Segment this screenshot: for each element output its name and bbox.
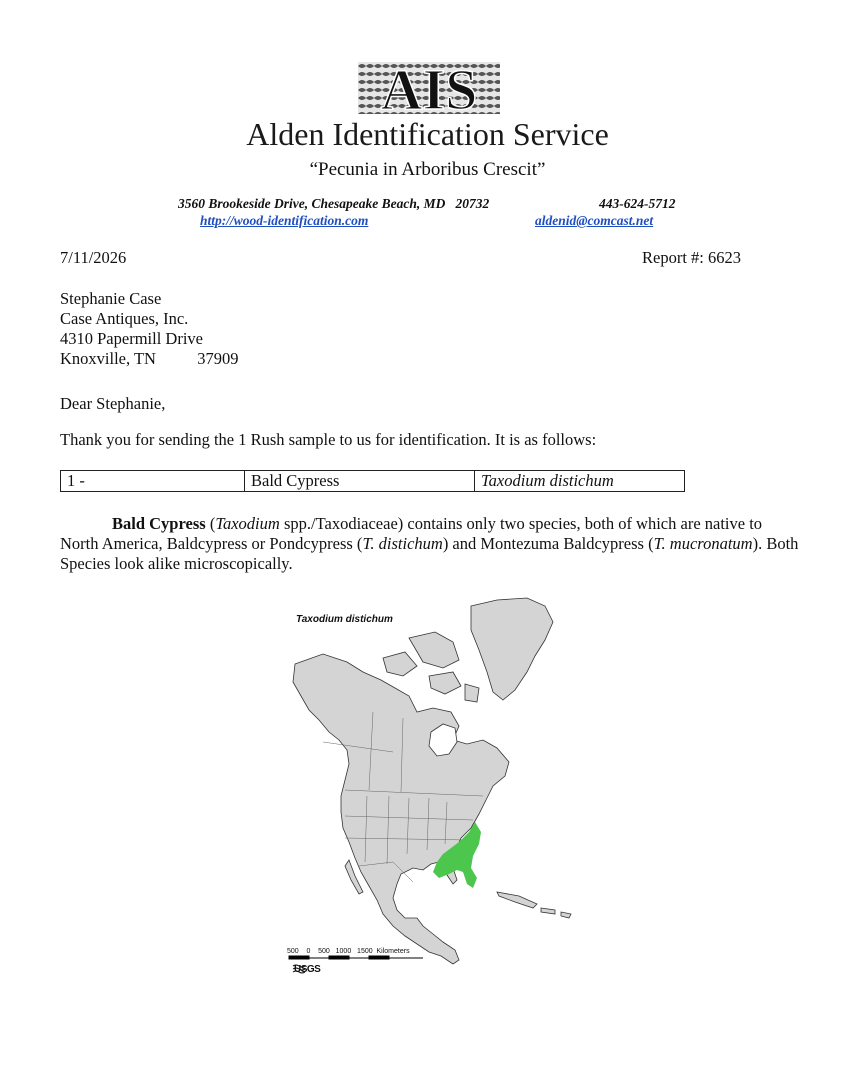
- table-row: [61, 471, 685, 492]
- recipient-street: 4310 Papermill Drive: [60, 329, 203, 348]
- greenland-shape: [471, 598, 553, 700]
- arctic-island-shape: [409, 632, 459, 668]
- desc-text: spp./Taxodiaceae) contains only two species, both of which are native to North America, Baldcypress or Pondcypress (: [60, 514, 763, 553]
- scale-bar-segment: [369, 956, 389, 959]
- desc-text: ) and Montezuma Baldcypress (: [442, 534, 654, 553]
- sample-common-name: Bald Cypress: [245, 471, 475, 492]
- recipient-address: [60, 289, 238, 369]
- usgs-label: USGS: [294, 964, 321, 975]
- sample-scientific-name: Taxodium distichum: [475, 471, 685, 492]
- ais-logo: [358, 62, 500, 114]
- letter-date: 7/11/2026: [60, 248, 127, 267]
- scale-bar-segment: [329, 956, 349, 959]
- caribbean-island-shape: [561, 912, 571, 918]
- report-number: Report #: 6623: [642, 248, 741, 267]
- sample-table: [60, 470, 685, 492]
- motto: “Pecunia in Arboribus Crescit”: [309, 159, 546, 180]
- recipient-company: Case Antiques, Inc.: [60, 309, 189, 328]
- desc-text: (: [205, 514, 216, 533]
- salutation: Dear Stephanie,: [60, 394, 166, 413]
- recipient-name: Stephanie Case: [60, 289, 162, 308]
- range-map: [283, 592, 583, 992]
- arctic-island-shape: [383, 652, 417, 676]
- cuba-shape: [497, 892, 537, 908]
- address: 3560 Brookeside Drive, Chesapeake Beach, MD 20732: [178, 196, 490, 211]
- email-link[interactable]: aldenid@comcast.net: [535, 213, 654, 228]
- desc-species-2: T. mucronatum: [653, 534, 753, 553]
- website-link[interactable]: http://wood-identification.com: [200, 213, 369, 228]
- desc-species-1: T. distichum: [362, 534, 443, 553]
- scale-bar-segment: [289, 956, 309, 959]
- sample-number: 1 -: [61, 471, 245, 492]
- recipient-city: Knoxville, TN 37909: [60, 349, 239, 368]
- organization-name: Alden Identification Service: [246, 116, 609, 152]
- desc-text: ). Both Species look alike microscopically.: [60, 534, 799, 573]
- intro-paragraph: Thank you for sending the 1 Rush sample to us for identification. It is as follows:: [60, 430, 597, 449]
- arctic-island-shape: [465, 684, 479, 702]
- species-description: [60, 514, 800, 574]
- caribbean-island-shape: [541, 908, 555, 914]
- phone: 443-624-5712: [599, 196, 676, 211]
- map-title: Taxodium distichum: [296, 614, 393, 625]
- map-scale-labels: 500 0 500 1000 1500 Kilometers: [287, 948, 410, 955]
- desc-genus: Taxodium: [215, 514, 280, 533]
- desc-common-name: Bald Cypress: [112, 514, 206, 533]
- arctic-island-shape: [429, 672, 461, 694]
- logo-letters: AIS: [380, 62, 478, 114]
